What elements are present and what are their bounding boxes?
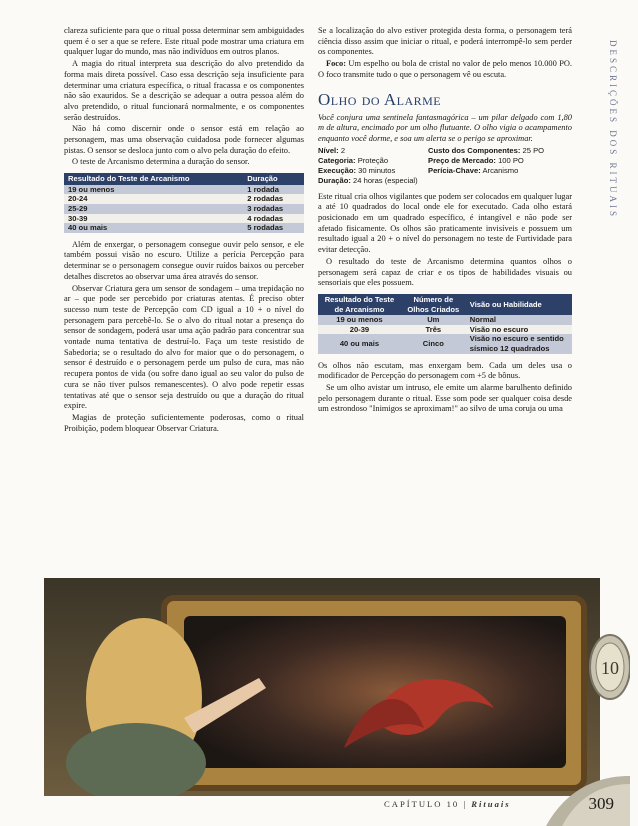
paragraph: Este ritual cria olhos vigilantes que podem ser colocados em qualquer lugar a até 10 quadrados do local onde ele for executado. Cada olho estará posicionado em um quadrado específico, é intangível e não pode ser afetado fisicamente. Os olhos são praticamente invisíveis e possuem um resultado igual a 20 + o nível do personagem no teste de Furtividade para evitar detecção. (318, 191, 572, 255)
stat-label: Categoria: (318, 155, 356, 165)
chapter-badge (584, 633, 630, 701)
table-header: Resultado do Teste de Arcanismo (64, 173, 243, 185)
table-row (64, 214, 304, 224)
ritual-title: Olho do Alarme (318, 89, 442, 109)
right-column (318, 26, 572, 416)
table-row (318, 315, 572, 325)
table-header: Número de Olhos Criados (401, 294, 466, 315)
table-cell: 19 ou menos (318, 315, 401, 325)
stat-value: 30 minutos (358, 165, 396, 175)
stat-value: 2 (340, 145, 346, 155)
table-cell: Normal (466, 315, 572, 325)
paragraph: Se a localização do alvo estiver protegida desta forma, o personagem terá ciência disso assim que iniciar o ritual, e poderá interrompê-lo sem perder os componentes. (318, 26, 572, 57)
stat-value: 25 PO (522, 145, 545, 155)
footer-section: Rituais (471, 799, 511, 809)
stat-label: Nível: (318, 145, 339, 155)
stat-value: Arcanismo (482, 165, 519, 175)
paragraph: Observar Criatura gera um sensor de sondagem – uma trepidação no ar – que pode ser percebido por criaturas atentas. É preciso obter sucesso num teste de Percepção com CD igual a 10 + o nível do personagem para percebê-lo. Se o alvo do ritual notar a presença do sensor de sondagem, poderá usar uma ação padrão para concentrar sua vontade numa tentativa de destruí-lo. Faça um teste resistido de Sabedoria; se o resultado do alvo for maior que o do personagem, o sensor é destruído e o personagem perde um pulso de cura, mas não recupera pontos de vida (ou sofre dano igual ao seu valor do pulso de cura se não tiver pulsos remanescentes). O alvo pode repetir essas tentativas até que o sensor seja destruído ou que a duração do ritual expire. (64, 283, 304, 411)
table-row (64, 223, 304, 233)
table-cell: 25-29 (64, 204, 243, 214)
paragraph: Se um olho avistar um intruso, ele emite um alarme barulhento definido pelo personagem durante o ritual. Esse som pode ser qualquer coisa desde um estrondoso "Inimigos se aproximam!" ao silvo de uma coruja ou uma (318, 382, 572, 414)
paragraph: clareza suficiente para que o ritual possa determinar sem ambiguidades quem é o ser a que se refere. Este ritual pode mostrar uma criatura em qualquer lugar do mundo, mas não indivíduos em outros planos. (64, 26, 304, 57)
table-cell: 3 rodadas (243, 204, 304, 214)
table-header: Resultado do Teste de Arcanismo (318, 294, 401, 315)
footer-chapter: CAPÍTULO 10 (384, 799, 460, 809)
table-cell: 20-39 (318, 325, 401, 335)
eyes-table (318, 294, 572, 354)
stat-label: Perícia-Chave: (428, 165, 481, 175)
ritual-illustration (44, 578, 600, 796)
paragraph: Não há como discernir onde o sensor está em relação ao personagem, mas uma observação cuidadosa pode fornecer algumas pistas. O sensor se desloca junto com o alvo pela duração do efeito. (64, 124, 304, 155)
table-cell: Visão no escuro (466, 325, 572, 335)
table-cell: 19 ou menos (64, 185, 243, 195)
table-cell: 4 rodadas (243, 214, 304, 224)
flavor-text: Você conjura uma sentinela fantasmagórica – um pilar delgado com 1,80 m de altura, encimado por um olho flutuante. O olho vigia o acampamento enquanto você dorme, e soa um alerta se o perigo se aproximar. (318, 112, 572, 143)
table-row (318, 334, 572, 353)
chapter-number: 10 (601, 658, 619, 678)
chapter-sidebar-label: DESCRIÇÕES DOS RITUAIS (608, 40, 618, 220)
table-row (64, 194, 304, 204)
table-cell: 30-39 (64, 214, 243, 224)
paragraph: O teste de Arcanismo determina a duração do sensor. (72, 157, 250, 167)
table-row (318, 325, 572, 335)
stat-label: Execução: (318, 165, 356, 175)
stat-label: Preço de Mercado: (428, 155, 496, 165)
table-cell: Visão no escuro e sentido sísmico 12 quadrados (466, 334, 572, 353)
paragraph: A magia do ritual interpreta sua descrição do alvo pretendido da forma mais direta possível. Caso essa descrição seja insuficiente para determinar uma criatura específica, o ritual fracassa e os componentes não são exauridos. Se a descrição se adequar a outra pessoa além do alvo pretendido, o ritual funcionará normalmente, e os componentes serão destruídos. (64, 59, 304, 122)
focus-text: Um espelho ou bola de cristal no valor de pelo menos 10.000 PO. O foco transmite tudo o que o personagem vê ou escuta. (318, 59, 572, 79)
duration-table (64, 173, 304, 233)
footer-separator: | (463, 799, 468, 809)
focus-paragraph (318, 59, 572, 80)
page-footer (384, 799, 511, 809)
ritual-stats (318, 146, 572, 186)
table-cell: 40 ou mais (318, 334, 401, 353)
left-column (64, 26, 304, 435)
table-cell: 5 rodadas (243, 223, 304, 233)
table-cell: Um (401, 315, 466, 325)
table-header: Duração (243, 173, 304, 185)
table-cell: Cinco (401, 334, 466, 353)
focus-label: Foco: (326, 59, 346, 69)
table-cell: 1 rodada (243, 185, 304, 195)
table-cell: 20-24 (64, 194, 243, 204)
stat-label: Duração: (318, 175, 351, 185)
paragraph: O resultado do teste de Arcanismo determina quantos olhos o personagem será capaz de criar e os tipos de habilidades visuais ou sensoriais que eles possuem. (318, 256, 572, 288)
table-cell: 2 rodadas (243, 194, 304, 204)
page-number: 309 (588, 794, 614, 813)
stat-value: 100 PO (498, 155, 524, 165)
stat-label: Custo dos Componentes: (428, 145, 521, 155)
paragraph: Os olhos não escutam, mas enxergam bem. Cada um deles usa o modificador de Percepção do personagem com +5 de bônus. (318, 360, 572, 381)
paragraph: Além de enxergar, o personagem consegue ouvir pelo sensor, e ele também possui visão no escuro. Utilize a perícia Percepção para determinar se o personagem consegue ouvir ruídos baixos ou perceber detalhes discretos ao observar uma área através do sensor. (64, 239, 304, 281)
table-cell: Três (401, 325, 466, 335)
table-header: Visão ou Habilidade (466, 294, 572, 315)
stat-value: Proteção (357, 155, 389, 165)
paragraph: Magias de proteção suficientemente poderosas, como o ritual Proibição, podem bloquear Observar Criatura. (64, 412, 304, 433)
stat-value: 24 horas (especial) (353, 175, 418, 185)
table-cell: 40 ou mais (64, 223, 243, 233)
table-row (64, 185, 304, 195)
table-row (64, 204, 304, 214)
